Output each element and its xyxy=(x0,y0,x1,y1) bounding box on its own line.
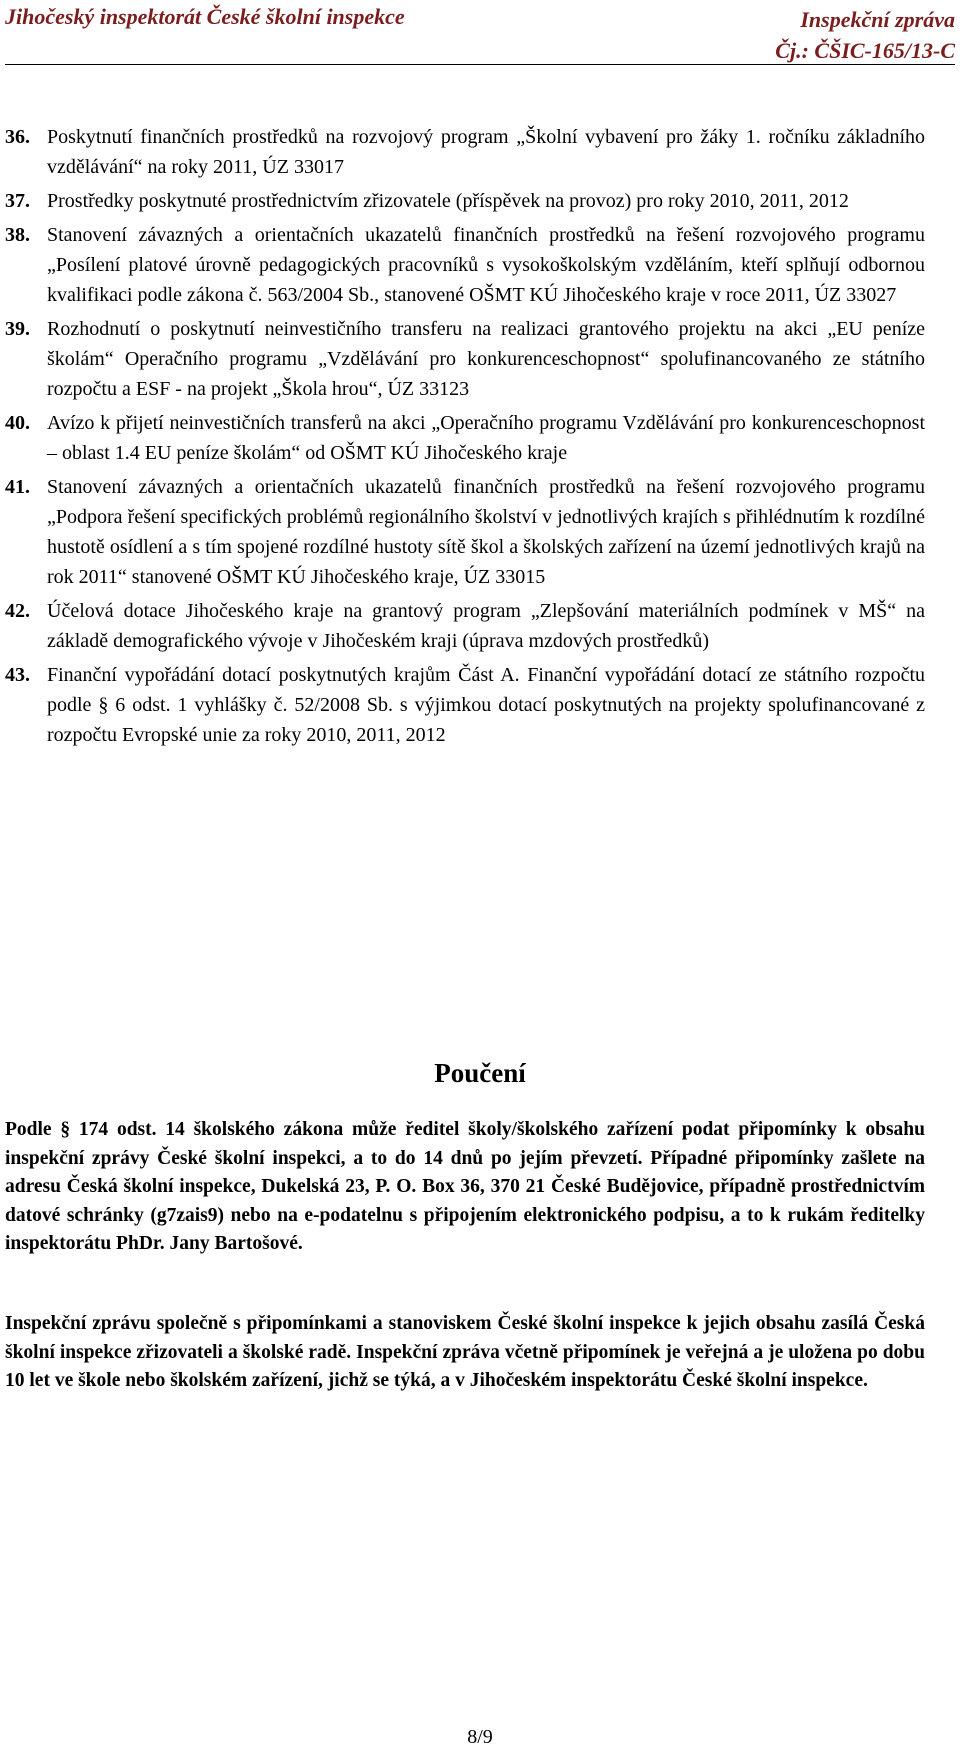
list-item-text: Prostředky poskytnuté prostřednictvím zřizovatele (příspěvek na provoz) pro roky 2010, 2011, 2012 xyxy=(47,190,849,212)
list-item-text: Avízo k přijetí neinvestičních transferů na akci „Operačního programu Vzdělávání pro konkurenceschopnost – oblast 1.4 EU peníze školám“ od OŠMT KÚ Jihočeského kraje xyxy=(47,412,925,464)
list-item xyxy=(5,596,925,656)
list-item-text: Účelová dotace Jihočeského kraje na grantový program „Zlepšování materiálních podmínek v MŠ“ na základě demografického vývoje v Jihočeském kraji (úprava mzdových prostředků) xyxy=(47,600,925,652)
list-item xyxy=(5,122,925,182)
list-item-text: Rozhodnutí o poskytnutí neinvestičního transferu na realizaci grantového projektu na akci „EU peníze školám“ Operačního programu „Vzdělávání pro konkurenceschopnost“ spolufinancovaného ze státního rozpočtu a ESF - na projekt „Škola hrou“, ÚZ 33123 xyxy=(47,318,925,400)
header-doc-reference: Čj.: ČŠIC-165/13-C xyxy=(775,38,955,64)
page-number: 8/9 xyxy=(467,1726,493,1748)
page-header xyxy=(5,4,955,65)
header-doc-title: Inspekční zpráva xyxy=(800,7,955,32)
instruction-paragraph-1: Podle § 174 odst. 14 školského zákona může ředitel školy/školského zařízení podat připomínky k obsahu inspekční zprávy České školní inspekci, a to do 14 dnů po jejím převzetí. Případné připomínky zašlete na adresu Česká školní inspekce, Dukelská 23, P. O. Box 36, 370 21 České Budějovice, případně prostřednictvím datové schránky (g7zais9) nebo na e-podatelnu s připojením elektronického podpisu, a to k rukám ředitelky inspektorátu PhDr. Jany Bartošové. xyxy=(5,1119,925,1254)
list-item-number: 42. xyxy=(5,600,30,622)
list-item-number: 36. xyxy=(5,126,30,148)
list-item-text: Finanční vypořádání dotací poskytnutých krajům Část A. Finanční vypořádání dotací ze státního rozpočtu podle § 6 odst. 1 vyhlášky č. 52/2008 Sb. s výjimkou dotací poskytnutých na projekty spolufinancované z rozpočtu Evropské unie za roky 2010, 2011, 2012 xyxy=(47,664,925,746)
list-item xyxy=(5,186,925,216)
list-item xyxy=(5,472,925,592)
list-item-text: Stanovení závazných a orientačních ukazatelů finančních prostředků na řešení rozvojového programu „Posílení platové úrovně pedagogických pracovníků s vysokoškolským vzděláním, kteří splňují odbornou kvalifikaci podle zákona č. 563/2004 Sb., stanovené OŠMT KÚ Jihočeského kraje v roce 2011, ÚZ 33027 xyxy=(47,224,925,306)
instruction-paragraph-2: Inspekční zprávu společně s připomínkami a stanoviskem České školní inspekce k jejich obsahu zasílá Česká školní inspekce zřizovateli a školské radě. Inspekční zpráva včetně připomínek je veřejná a je uložena po dobu 10 let ve škole nebo školském zařízení, jichž se týká, a v Jihočeském inspektorátu České školní inspekce. xyxy=(5,1313,925,1391)
list-item-text: Poskytnutí finančních prostředků na rozvojový program „Školní vybavení pro žáky 1. ročníku základního vzdělávání“ na roky 2011, ÚZ 33017 xyxy=(47,126,925,178)
list-item-text: Stanovení závazných a orientačních ukazatelů finančních prostředků na řešení rozvojového programu „Podpora řešení specifických problémů regionálního školství v jednotlivých krajích s přihlédnutím k rozdílné hustotě osídlení a s tím spojené rozdílné hustoty sítě škol a školských zařízení na území jednotlivých krajů na rok 2011“ stanovené OŠMT KÚ Jihočeského kraje, ÚZ 33015 xyxy=(47,476,925,588)
list-item-number: 43. xyxy=(5,664,30,686)
document-list xyxy=(5,122,925,754)
list-item xyxy=(5,408,925,468)
list-item-number: 40. xyxy=(5,412,30,434)
list-item-number: 38. xyxy=(5,224,30,246)
section-heading-pouceni: Poučení xyxy=(434,1058,526,1088)
list-item-number: 37. xyxy=(5,190,30,212)
list-item-number: 41. xyxy=(5,476,30,498)
list-item-number: 39. xyxy=(5,318,30,340)
header-organization: Jihočeský inspektorát České školní inspekce xyxy=(5,4,405,29)
header-doc-info xyxy=(775,4,955,66)
list-item xyxy=(5,220,925,310)
list-item xyxy=(5,314,925,404)
list-item xyxy=(5,660,925,750)
